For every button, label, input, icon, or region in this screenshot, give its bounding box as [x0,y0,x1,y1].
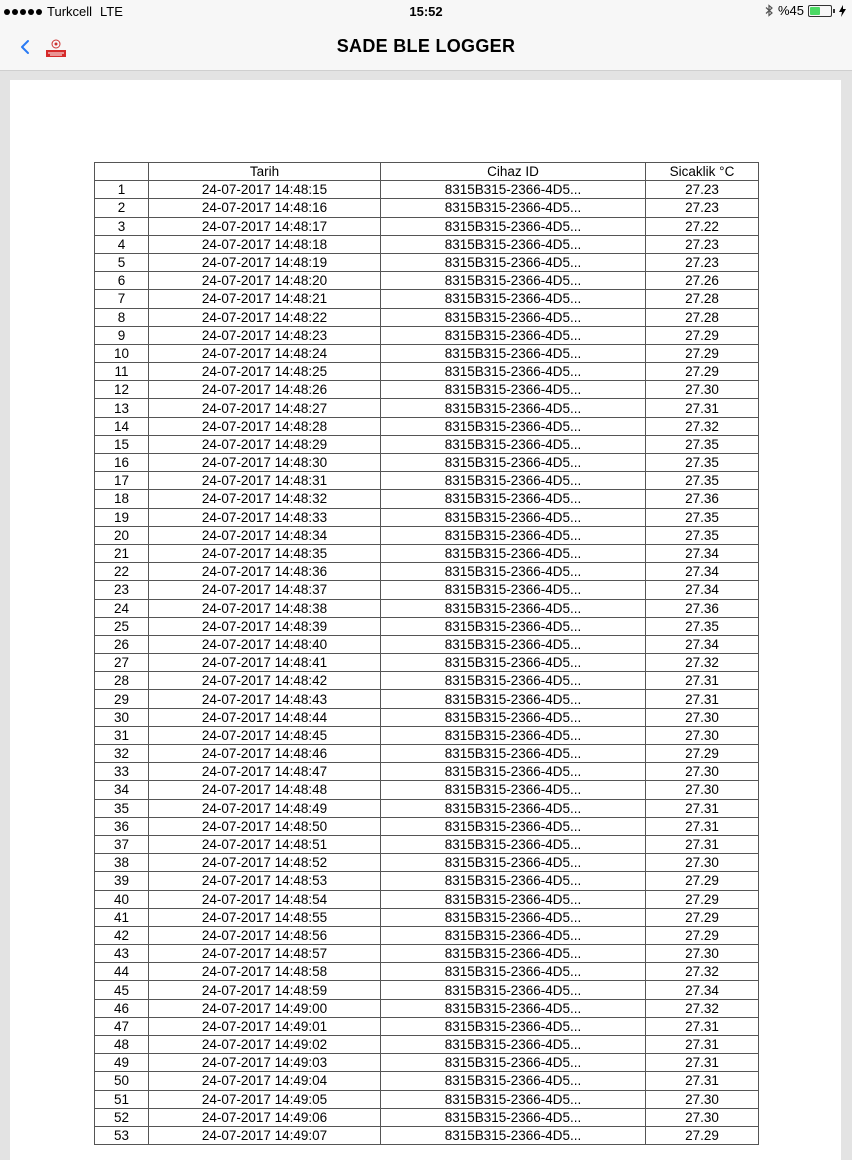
row-index: 25 [95,617,149,635]
row-date: 24-07-2017 14:48:59 [149,981,381,999]
row-date: 24-07-2017 14:49:01 [149,1017,381,1035]
row-temperature: 27.31 [646,799,759,817]
row-temperature: 27.31 [646,1036,759,1054]
row-temperature: 27.31 [646,399,759,417]
row-temperature: 27.32 [646,417,759,435]
table-row [95,654,759,672]
row-index: 21 [95,544,149,562]
row-device-id: 8315B315-2366-4D5... [381,363,646,381]
table-row [95,308,759,326]
row-device-id: 8315B315-2366-4D5... [381,472,646,490]
table-row [95,926,759,944]
row-device-id: 8315B315-2366-4D5... [381,290,646,308]
row-date: 24-07-2017 14:48:53 [149,872,381,890]
row-temperature: 27.30 [646,854,759,872]
row-index: 38 [95,854,149,872]
row-index: 6 [95,272,149,290]
row-index: 19 [95,508,149,526]
header-date: Tarih [149,163,381,181]
row-temperature: 27.30 [646,763,759,781]
row-date: 24-07-2017 14:48:45 [149,726,381,744]
row-device-id: 8315B315-2366-4D5... [381,399,646,417]
table-row [95,763,759,781]
row-index: 44 [95,963,149,981]
table-row [95,799,759,817]
row-device-id: 8315B315-2366-4D5... [381,344,646,362]
row-index: 9 [95,326,149,344]
row-temperature: 27.28 [646,290,759,308]
row-temperature: 27.29 [646,745,759,763]
row-temperature: 27.29 [646,872,759,890]
table-row [95,399,759,417]
row-index: 4 [95,235,149,253]
row-temperature: 27.36 [646,490,759,508]
row-date: 24-07-2017 14:48:30 [149,454,381,472]
row-date: 24-07-2017 14:48:19 [149,253,381,271]
row-date: 24-07-2017 14:48:33 [149,508,381,526]
row-index: 51 [95,1090,149,1108]
row-temperature: 27.34 [646,544,759,562]
row-device-id: 8315B315-2366-4D5... [381,308,646,326]
row-device-id: 8315B315-2366-4D5... [381,326,646,344]
row-index: 41 [95,908,149,926]
row-temperature: 27.30 [646,781,759,799]
row-temperature: 27.31 [646,1017,759,1035]
table-row [95,581,759,599]
row-date: 24-07-2017 14:48:48 [149,781,381,799]
row-device-id: 8315B315-2366-4D5... [381,1072,646,1090]
table-row [95,963,759,981]
table-row [95,272,759,290]
table-row [95,781,759,799]
row-index: 15 [95,435,149,453]
table-row [95,1090,759,1108]
table-row [95,344,759,362]
row-temperature: 27.30 [646,1108,759,1126]
row-date: 24-07-2017 14:48:36 [149,563,381,581]
row-index: 5 [95,253,149,271]
row-device-id: 8315B315-2366-4D5... [381,199,646,217]
row-device-id: 8315B315-2366-4D5... [381,690,646,708]
header-index [95,163,149,181]
row-device-id: 8315B315-2366-4D5... [381,454,646,472]
row-device-id: 8315B315-2366-4D5... [381,1126,646,1144]
row-index: 34 [95,781,149,799]
table-row [95,745,759,763]
table-row [95,526,759,544]
table-row [95,872,759,890]
row-device-id: 8315B315-2366-4D5... [381,1017,646,1035]
row-temperature: 27.32 [646,963,759,981]
row-date: 24-07-2017 14:48:41 [149,654,381,672]
row-temperature: 27.31 [646,817,759,835]
header-temperature: Sicaklik °C [646,163,759,181]
status-left [4,4,123,19]
row-index: 39 [95,872,149,890]
table-row [95,854,759,872]
row-index: 47 [95,1017,149,1035]
row-device-id: 8315B315-2366-4D5... [381,181,646,199]
row-temperature: 27.32 [646,999,759,1017]
header-device-id: Cihaz ID [381,163,646,181]
row-temperature: 27.35 [646,435,759,453]
row-date: 24-07-2017 14:48:46 [149,745,381,763]
table-row [95,1108,759,1126]
row-temperature: 27.29 [646,326,759,344]
table-row [95,454,759,472]
row-temperature: 27.22 [646,217,759,235]
row-device-id: 8315B315-2366-4D5... [381,835,646,853]
table-row [95,1072,759,1090]
row-date: 24-07-2017 14:48:43 [149,690,381,708]
table-row [95,417,759,435]
table-row [95,1054,759,1072]
row-date: 24-07-2017 14:48:15 [149,181,381,199]
row-device-id: 8315B315-2366-4D5... [381,381,646,399]
row-index: 30 [95,708,149,726]
row-date: 24-07-2017 14:48:25 [149,363,381,381]
status-right [765,3,846,18]
row-index: 23 [95,581,149,599]
table-row [95,599,759,617]
battery-icon [808,5,832,17]
row-index: 35 [95,799,149,817]
row-temperature: 27.29 [646,344,759,362]
row-temperature: 27.31 [646,1072,759,1090]
page-title: SADE BLE LOGGER [336,36,516,56]
row-index: 31 [95,726,149,744]
row-temperature: 27.23 [646,199,759,217]
row-temperature: 27.29 [646,363,759,381]
table-row [95,617,759,635]
table-row [95,235,759,253]
row-index: 45 [95,981,149,999]
row-index: 27 [95,654,149,672]
row-date: 24-07-2017 14:48:54 [149,890,381,908]
row-temperature: 27.29 [646,1126,759,1144]
pdf-document-page[interactable] [10,80,841,1160]
row-date: 24-07-2017 14:49:05 [149,1090,381,1108]
row-date: 24-07-2017 14:48:18 [149,235,381,253]
row-date: 24-07-2017 14:48:37 [149,581,381,599]
table-row [95,726,759,744]
row-date: 24-07-2017 14:48:56 [149,926,381,944]
row-date: 24-07-2017 14:49:03 [149,1054,381,1072]
row-temperature: 27.30 [646,726,759,744]
row-index: 18 [95,490,149,508]
row-date: 24-07-2017 14:48:44 [149,708,381,726]
row-device-id: 8315B315-2366-4D5... [381,926,646,944]
row-index: 32 [95,745,149,763]
row-device-id: 8315B315-2366-4D5... [381,217,646,235]
row-temperature: 27.34 [646,563,759,581]
row-date: 24-07-2017 14:48:32 [149,490,381,508]
row-date: 24-07-2017 14:48:35 [149,544,381,562]
row-index: 16 [95,454,149,472]
row-temperature: 27.35 [646,472,759,490]
row-index: 1 [95,181,149,199]
row-index: 10 [95,344,149,362]
row-date: 24-07-2017 14:48:42 [149,672,381,690]
row-device-id: 8315B315-2366-4D5... [381,999,646,1017]
row-index: 46 [95,999,149,1017]
row-temperature: 27.36 [646,599,759,617]
table-row [95,635,759,653]
table-row [95,253,759,271]
row-device-id: 8315B315-2366-4D5... [381,654,646,672]
table-row [95,1017,759,1035]
row-temperature: 27.31 [646,835,759,853]
row-device-id: 8315B315-2366-4D5... [381,544,646,562]
table-row [95,835,759,853]
bluetooth-icon [765,4,774,17]
table-row [95,817,759,835]
row-date: 24-07-2017 14:49:00 [149,999,381,1017]
row-temperature: 27.26 [646,272,759,290]
row-date: 24-07-2017 14:48:29 [149,435,381,453]
row-index: 3 [95,217,149,235]
carrier-name: Turkcell [47,4,93,19]
row-index: 12 [95,381,149,399]
row-device-id: 8315B315-2366-4D5... [381,672,646,690]
table-row [95,217,759,235]
table-body [95,181,759,1145]
row-index: 11 [95,363,149,381]
row-date: 24-07-2017 14:48:31 [149,472,381,490]
row-temperature: 27.35 [646,526,759,544]
row-index: 8 [95,308,149,326]
row-device-id: 8315B315-2366-4D5... [381,435,646,453]
row-date: 24-07-2017 14:48:27 [149,399,381,417]
row-index: 7 [95,290,149,308]
row-device-id: 8315B315-2366-4D5... [381,490,646,508]
battery-fill [810,7,820,15]
table-row [95,690,759,708]
row-device-id: 8315B315-2366-4D5... [381,726,646,744]
row-device-id: 8315B315-2366-4D5... [381,417,646,435]
row-device-id: 8315B315-2366-4D5... [381,235,646,253]
row-date: 24-07-2017 14:48:40 [149,635,381,653]
row-temperature: 27.34 [646,981,759,999]
row-index: 53 [95,1126,149,1144]
table-row [95,290,759,308]
row-index: 52 [95,1108,149,1126]
row-temperature: 27.30 [646,381,759,399]
row-temperature: 27.29 [646,890,759,908]
table-row [95,490,759,508]
row-temperature: 27.31 [646,672,759,690]
row-index: 33 [95,763,149,781]
row-date: 24-07-2017 14:49:04 [149,1072,381,1090]
row-device-id: 8315B315-2366-4D5... [381,1090,646,1108]
table-row [95,544,759,562]
row-index: 24 [95,599,149,617]
row-temperature: 27.28 [646,308,759,326]
row-device-id: 8315B315-2366-4D5... [381,781,646,799]
row-date: 24-07-2017 14:48:51 [149,835,381,853]
row-date: 24-07-2017 14:48:49 [149,799,381,817]
row-index: 26 [95,635,149,653]
status-time: 15:52 [409,4,443,19]
table-row [95,908,759,926]
row-device-id: 8315B315-2366-4D5... [381,508,646,526]
row-device-id: 8315B315-2366-4D5... [381,581,646,599]
row-date: 24-07-2017 14:48:22 [149,308,381,326]
row-date: 24-07-2017 14:48:55 [149,908,381,926]
table-row [95,563,759,581]
row-index: 20 [95,526,149,544]
table-row [95,181,759,199]
row-index: 48 [95,1036,149,1054]
row-device-id: 8315B315-2366-4D5... [381,253,646,271]
row-device-id: 8315B315-2366-4D5... [381,708,646,726]
network-type: LTE [100,4,123,19]
row-date: 24-07-2017 14:48:21 [149,290,381,308]
row-index: 49 [95,1054,149,1072]
row-temperature: 27.31 [646,1054,759,1072]
row-device-id: 8315B315-2366-4D5... [381,745,646,763]
row-temperature: 27.35 [646,454,759,472]
row-index: 36 [95,817,149,835]
navigation-bar [0,24,852,71]
row-date: 24-07-2017 14:49:02 [149,1036,381,1054]
table-row [95,435,759,453]
row-index: 50 [95,1072,149,1090]
row-index: 13 [95,399,149,417]
row-temperature: 27.34 [646,635,759,653]
row-date: 24-07-2017 14:48:17 [149,217,381,235]
table-row [95,672,759,690]
row-date: 24-07-2017 14:48:47 [149,763,381,781]
row-device-id: 8315B315-2366-4D5... [381,854,646,872]
row-date: 24-07-2017 14:49:07 [149,1126,381,1144]
row-device-id: 8315B315-2366-4D5... [381,563,646,581]
row-device-id: 8315B315-2366-4D5... [381,1108,646,1126]
row-device-id: 8315B315-2366-4D5... [381,817,646,835]
row-index: 2 [95,199,149,217]
row-date: 24-07-2017 14:48:24 [149,344,381,362]
row-date: 24-07-2017 14:48:52 [149,854,381,872]
row-temperature: 27.34 [646,581,759,599]
row-temperature: 27.30 [646,945,759,963]
row-device-id: 8315B315-2366-4D5... [381,599,646,617]
row-device-id: 8315B315-2366-4D5... [381,1036,646,1054]
table-header-row [95,163,759,181]
row-temperature: 27.30 [646,1090,759,1108]
row-index: 37 [95,835,149,853]
row-temperature: 27.29 [646,908,759,926]
table-row [95,708,759,726]
row-temperature: 27.23 [646,253,759,271]
table-row [95,999,759,1017]
row-index: 43 [95,945,149,963]
table-row [95,508,759,526]
row-date: 24-07-2017 14:48:34 [149,526,381,544]
table-row [95,1036,759,1054]
row-date: 24-07-2017 14:48:26 [149,381,381,399]
row-temperature: 27.35 [646,617,759,635]
battery-tip [833,9,835,13]
row-index: 40 [95,890,149,908]
table-row [95,363,759,381]
row-device-id: 8315B315-2366-4D5... [381,945,646,963]
row-date: 24-07-2017 14:49:06 [149,1108,381,1126]
row-temperature: 27.35 [646,508,759,526]
row-date: 24-07-2017 14:48:38 [149,599,381,617]
row-index: 29 [95,690,149,708]
signal-strength-icon [4,9,42,15]
row-temperature: 27.32 [646,654,759,672]
row-date: 24-07-2017 14:48:16 [149,199,381,217]
row-date: 24-07-2017 14:48:57 [149,945,381,963]
table-row [95,945,759,963]
table-row [95,326,759,344]
row-date: 24-07-2017 14:48:50 [149,817,381,835]
table-row [95,199,759,217]
row-index: 28 [95,672,149,690]
row-device-id: 8315B315-2366-4D5... [381,963,646,981]
row-index: 17 [95,472,149,490]
row-device-id: 8315B315-2366-4D5... [381,617,646,635]
table-row [95,890,759,908]
row-temperature: 27.23 [646,235,759,253]
battery-percent: %45 [777,3,804,18]
row-device-id: 8315B315-2366-4D5... [381,526,646,544]
row-date: 24-07-2017 14:48:39 [149,617,381,635]
row-date: 24-07-2017 14:48:23 [149,326,381,344]
row-device-id: 8315B315-2366-4D5... [381,763,646,781]
row-index: 42 [95,926,149,944]
table-row [95,381,759,399]
row-index: 14 [95,417,149,435]
table-row [95,472,759,490]
row-device-id: 8315B315-2366-4D5... [381,908,646,926]
row-device-id: 8315B315-2366-4D5... [381,635,646,653]
row-date: 24-07-2017 14:48:28 [149,417,381,435]
charging-icon [839,5,846,17]
row-temperature: 27.30 [646,708,759,726]
row-date: 24-07-2017 14:48:20 [149,272,381,290]
row-temperature: 27.31 [646,690,759,708]
table-row [95,981,759,999]
row-date: 24-07-2017 14:48:58 [149,963,381,981]
row-device-id: 8315B315-2366-4D5... [381,272,646,290]
row-device-id: 8315B315-2366-4D5... [381,981,646,999]
row-temperature: 27.29 [646,926,759,944]
log-table [94,162,759,1145]
row-device-id: 8315B315-2366-4D5... [381,799,646,817]
row-device-id: 8315B315-2366-4D5... [381,872,646,890]
row-index: 22 [95,563,149,581]
row-temperature: 27.23 [646,181,759,199]
row-device-id: 8315B315-2366-4D5... [381,890,646,908]
row-device-id: 8315B315-2366-4D5... [381,1054,646,1072]
status-bar [0,0,852,24]
